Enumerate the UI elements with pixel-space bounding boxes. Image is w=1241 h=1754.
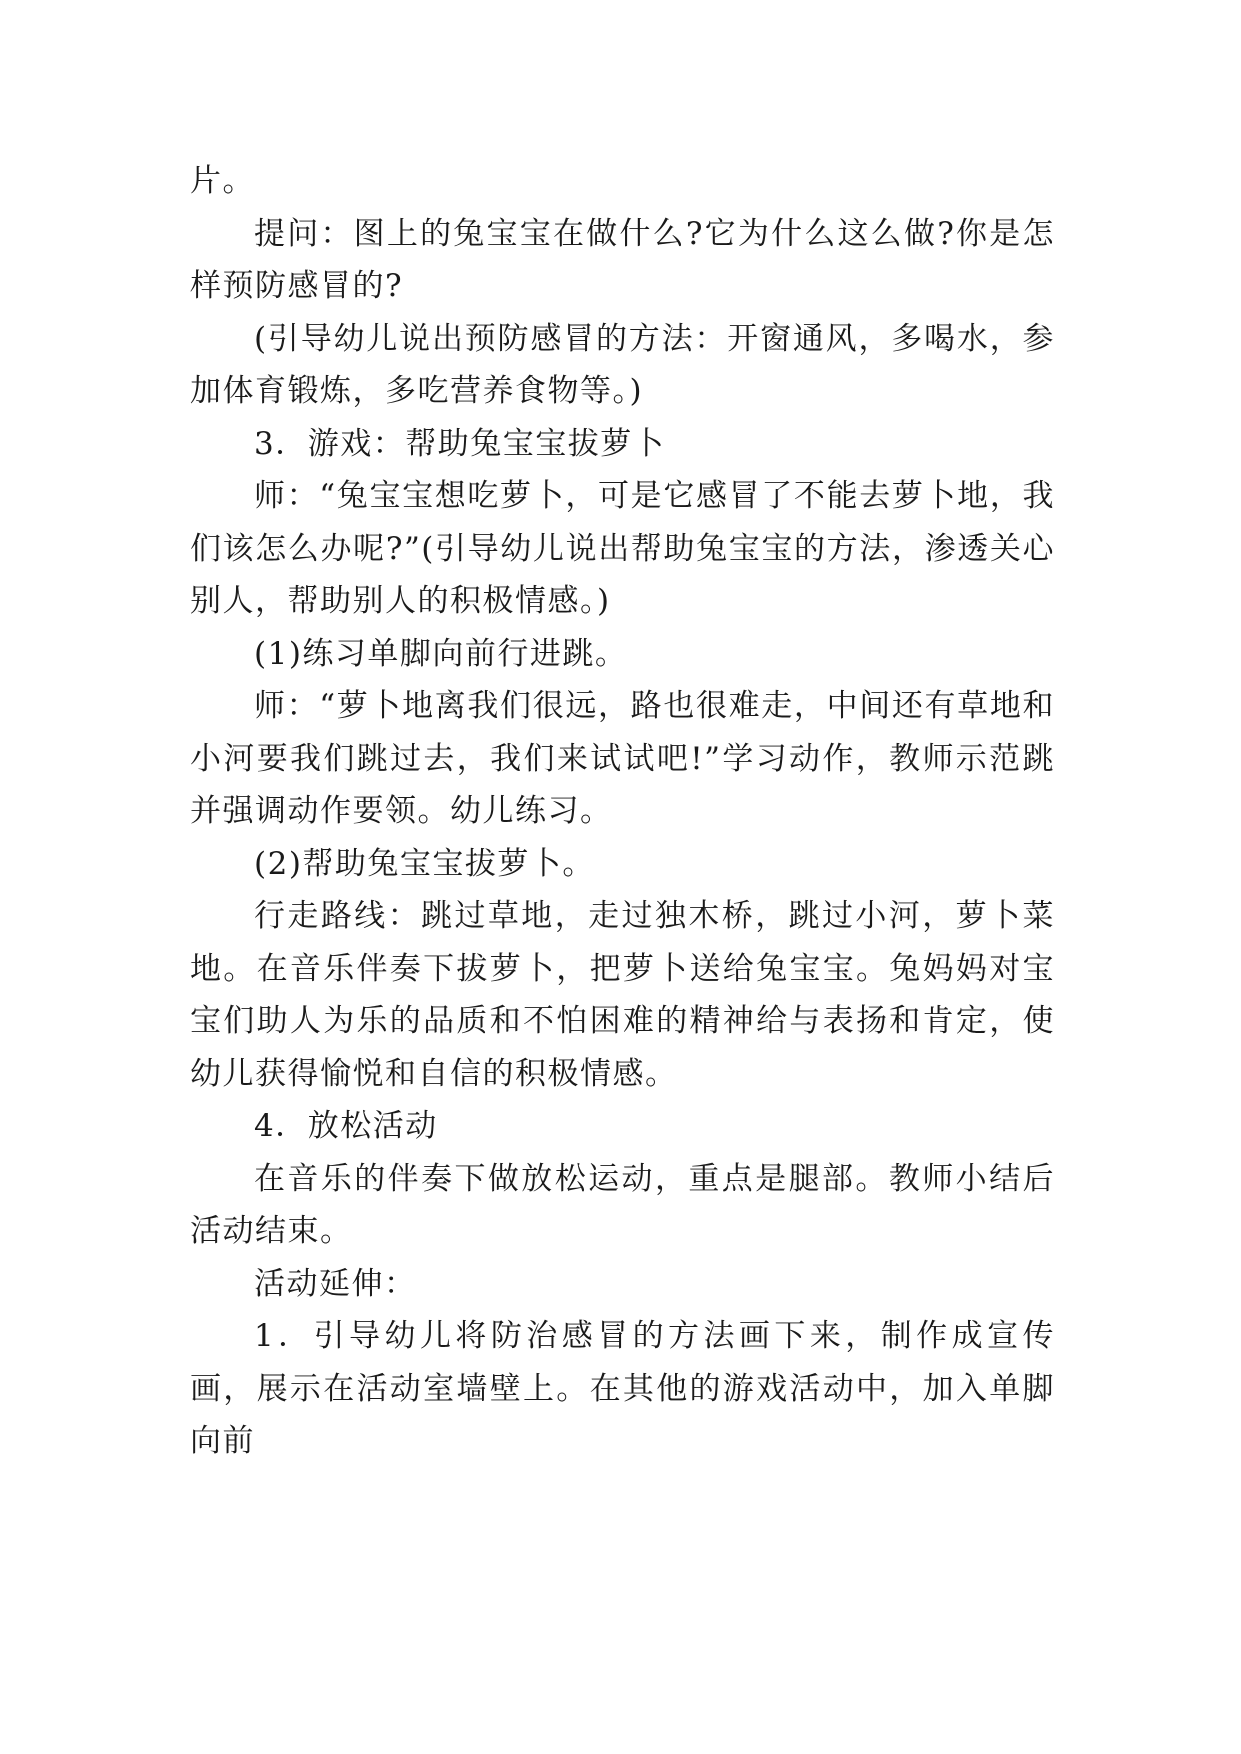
paragraph: 1．引导幼儿将防治感冒的方法画下来，制作成宣传画，展示在活动室墙壁上。在其他的游戏活动中，加入单脚向前 (190, 1318, 1055, 1459)
paragraph: 师：“兔宝宝想吃萝卜，可是它感冒了不能去萝卜地，我们该怎么办呢?”(引导幼儿说出帮助兔宝宝的方法，渗透关心别人，帮助别人的积极情感。) (190, 478, 1055, 619)
paragraph: 提问：图上的兔宝宝在做什么?它为什么这么做?你是怎样预防感冒的? (190, 215, 1055, 304)
section-heading: 活动延伸： (254, 1265, 417, 1302)
paragraph: 行走路线：跳过草地，走过独木桥，跳过小河，萝卜菜地。在音乐伴奏下拔萝卜，把萝卜送给兔宝宝。兔妈妈对宝宝们助人为乐的品质和不怕困难的精神给与表扬和肯定，使幼儿获得愉悦和自信的积极情感。 (190, 898, 1055, 1092)
step-heading: (1)练习单脚向前行进跳。 (254, 635, 628, 672)
step-heading: (2)帮助兔宝宝拔萝卜。 (254, 845, 595, 882)
paragraph: (引导幼儿说出预防感冒的方法：开窗通风，多喝水，参加体育锻炼，多吃营养食物等。) (190, 320, 1055, 409)
paragraph: 在音乐的伴奏下做放松运动，重点是腿部。教师小结后活动结束。 (190, 1160, 1055, 1249)
section-heading: 3．游戏：帮助兔宝宝拔萝卜 (254, 425, 666, 462)
document-body (190, 155, 1055, 1468)
section-heading: 4．放松活动 (254, 1108, 438, 1144)
paragraph: 片。 (190, 163, 255, 199)
paragraph: 师：“萝卜地离我们很远，路也很难走，中间还有草地和小河要我们跳过去，我们来试试吧!”学习动作，教师示范跳并强调动作要领。幼儿练习。 (190, 688, 1055, 829)
